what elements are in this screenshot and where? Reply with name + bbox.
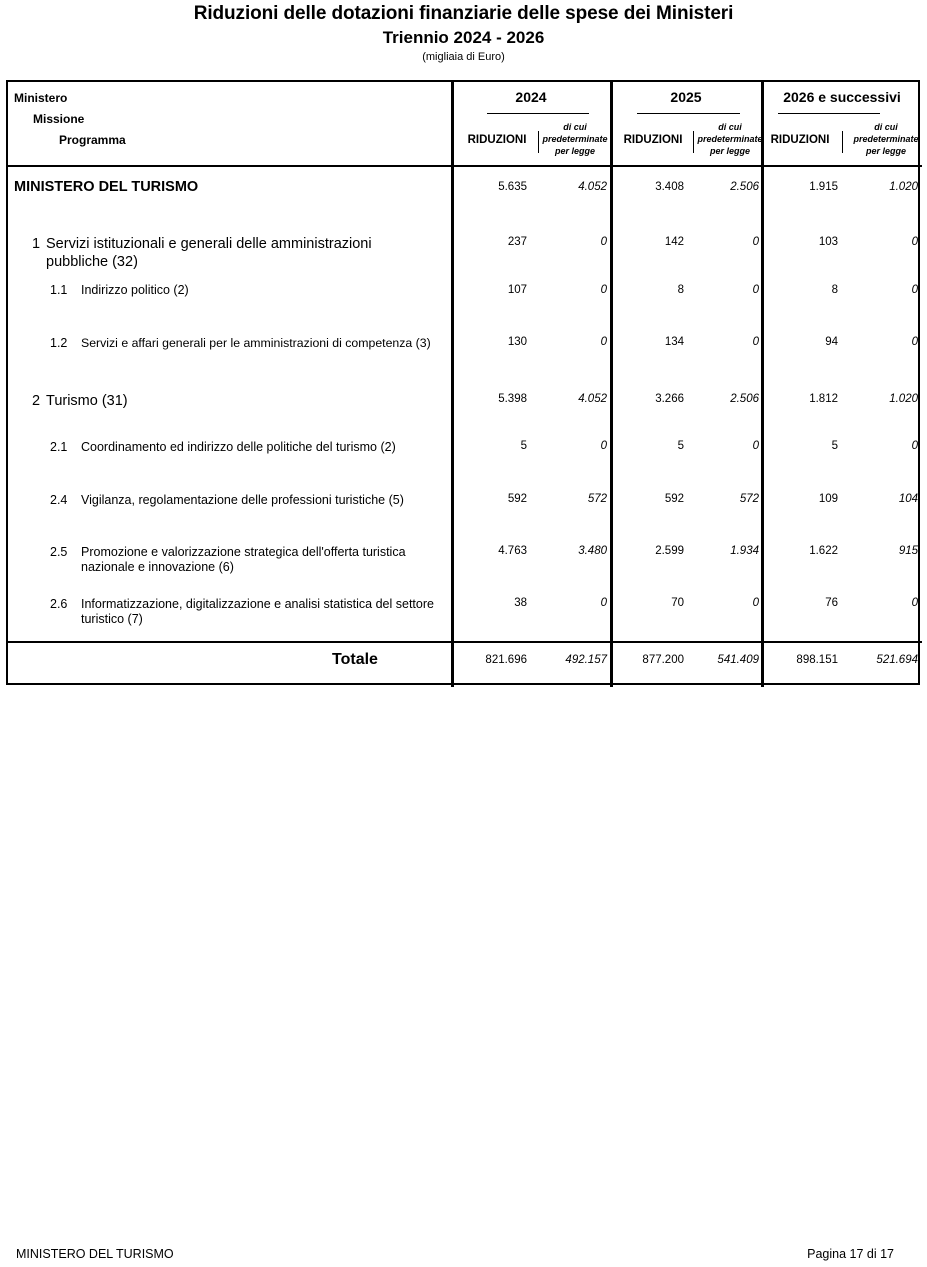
cell-program-2-4-dicui-2025: 572 (739, 493, 759, 505)
footer-ministry: MINISTERO DEL TURISMO (16, 1247, 174, 1261)
cell-program-2-5-riduzioni-2026: 1.622 (809, 545, 838, 557)
cell-mission-2-dicui-2024: 4.052 (578, 393, 607, 405)
cell-program-2-6-dicui-2025: 0 (752, 597, 759, 609)
dicui-line2: predeterminate (542, 134, 608, 144)
dicui-line3: per legge (709, 146, 750, 156)
cell-program-2-5-dicui-2024: 3.480 (578, 545, 607, 557)
cell-mission-2-dicui-2026: 1.020 (889, 393, 918, 405)
dicui-line3: per legge (554, 146, 595, 156)
cell-program-2-4-riduzioni-2025: 592 (664, 493, 684, 505)
cell-program-1-1-dicui-2025: 0 (752, 284, 759, 296)
cell-program-1-2-dicui-2024: 0 (600, 336, 607, 348)
cell-program-1-1-riduzioni-2025: 8 (677, 284, 684, 296)
header-ministero: Ministero (14, 91, 68, 105)
total-separator (6, 641, 922, 643)
column-divider (451, 80, 454, 687)
header-year-2024: 2024 (515, 89, 547, 105)
cell-program-2-1-dicui-2025: 0 (752, 440, 759, 452)
cell-program-2-6-riduzioni-2026: 76 (825, 597, 838, 609)
cell-program-2-6-riduzioni-2025: 70 (671, 597, 684, 609)
cell-program-2-1-riduzioni-2025: 5 (677, 440, 684, 452)
cell-mission-2-riduzioni-2024: 5.398 (498, 393, 527, 405)
cell-ministry-riduzioni-2026: 1.915 (809, 181, 838, 193)
cell-program-1-2-riduzioni-2024: 130 (507, 336, 527, 348)
header-riduzioni-2024: RIDUZIONI (467, 134, 527, 146)
cell-total-dicui-2025: 541.409 (717, 654, 759, 666)
header-year-2025: 2025 (670, 89, 702, 105)
cell-program-1-2-dicui-2025: 0 (752, 336, 759, 348)
cell-ministry-riduzioni-2025: 3.408 (655, 181, 684, 193)
header-tick (842, 131, 843, 153)
row-label-ministry: MINISTERO DEL TURISMO (14, 179, 199, 195)
cell-total-dicui-2026: 521.694 (876, 654, 918, 666)
cell-total-riduzioni-2025: 877.200 (642, 654, 684, 666)
cell-mission-1-dicui-2026: 0 (911, 236, 918, 248)
header-tick (693, 131, 694, 153)
dicui-line1: di cui (874, 122, 898, 132)
cell-program-2-4-riduzioni-2024: 592 (507, 493, 527, 505)
cell-program-2-6-dicui-2024: 0 (600, 597, 607, 609)
dicui-line1: di cui (718, 122, 742, 132)
cell-program-2-6-riduzioni-2024: 38 (514, 597, 527, 609)
cell-program-1-2-riduzioni-2025: 134 (664, 336, 684, 348)
header-dicui-2025 (695, 121, 765, 157)
row-label-mission: Servizi istituzionali e generali delle amministrazioni pubbliche (32) (46, 236, 372, 270)
header-year-2026: 2026 e successivi (783, 89, 901, 105)
year-rule (778, 113, 880, 114)
cell-total-riduzioni-2024: 821.696 (485, 654, 527, 666)
cell-program-1-2-riduzioni-2026: 94 (825, 336, 838, 348)
total-label: Totale (332, 651, 378, 668)
table-frame (6, 80, 920, 685)
year-rule (637, 113, 740, 114)
row-label-program: Promozione e valorizzazione strategica dell'offerta turistica nazionale e innovazione (6) (81, 545, 406, 574)
page-title: Riduzioni delle dotazioni finanziarie delle spese dei Ministeri (193, 3, 734, 24)
cell-program-2-1-dicui-2024: 0 (600, 440, 607, 452)
cell-mission-1-riduzioni-2026: 103 (818, 236, 838, 248)
cell-total-riduzioni-2026: 898.151 (796, 654, 838, 666)
cell-mission-1-dicui-2024: 0 (600, 236, 607, 248)
cell-mission-1-riduzioni-2025: 142 (664, 236, 684, 248)
cell-program-2-4-dicui-2026: 104 (898, 493, 918, 505)
header-programma: Programma (59, 133, 126, 147)
cell-mission-2-dicui-2025: 2.506 (730, 393, 759, 405)
cell-program-1-1-dicui-2024: 0 (600, 284, 607, 296)
cell-ministry-dicui-2026: 1.020 (889, 181, 918, 193)
cell-program-2-6-dicui-2026: 0 (911, 597, 918, 609)
cell-program-1-1-dicui-2026: 0 (911, 284, 918, 296)
cell-program-2-4-dicui-2024: 572 (587, 493, 607, 505)
row-label-program: Coordinamento ed indirizzo delle politiche del turismo (2) (81, 440, 396, 454)
cell-program-2-5-dicui-2025: 1.934 (730, 545, 759, 557)
column-divider (610, 80, 613, 687)
dicui-line3: per legge (865, 146, 906, 156)
cell-mission-2-riduzioni-2026: 1.812 (809, 393, 838, 405)
row-label-program: Vigilanza, regolamentazione delle professioni turistiche (5) (81, 493, 404, 507)
cell-program-1-1-riduzioni-2026: 8 (831, 284, 838, 296)
header-separator (6, 165, 922, 167)
cell-ministry-riduzioni-2024: 5.635 (498, 181, 527, 193)
cell-program-2-1-dicui-2026: 0 (911, 440, 918, 452)
cell-program-2-1-riduzioni-2026: 5 (831, 440, 838, 452)
cell-program-1-1-riduzioni-2024: 107 (507, 284, 527, 296)
footer-page-number: Pagina 17 di 17 (807, 1247, 894, 1261)
dicui-line2: predeterminate (853, 134, 919, 144)
cell-total-dicui-2024: 492.157 (565, 654, 607, 666)
header-dicui-2024 (540, 121, 610, 157)
header-riduzioni-2026: RIDUZIONI (770, 134, 830, 146)
row-code-program: 2.4 (50, 493, 68, 507)
header-tick (538, 131, 539, 153)
row-label-program: Informatizzazione, digitalizzazione e analisi statistica del settore turistico (7) (81, 597, 434, 626)
dicui-line1: di cui (563, 122, 587, 132)
row-code-program: 2.5 (50, 545, 68, 559)
row-code-program: 2.6 (50, 597, 68, 611)
row-label-program: Servizi e affari generali per le amministrazioni di competenza (3) (81, 336, 431, 350)
row-code-program: 2.1 (50, 440, 68, 454)
cell-ministry-dicui-2025: 2.506 (730, 181, 759, 193)
cell-mission-2-riduzioni-2025: 3.266 (655, 393, 684, 405)
row-code-program: 1.1 (50, 283, 68, 297)
cell-program-2-5-dicui-2026: 915 (898, 545, 918, 557)
row-label-mission: Turismo (31) (46, 393, 128, 409)
row-label-program: Indirizzo politico (2) (81, 283, 189, 297)
cell-program-2-4-riduzioni-2026: 109 (818, 493, 838, 505)
column-divider (761, 80, 764, 687)
header-riduzioni-2025: RIDUZIONI (623, 134, 683, 146)
cell-program-2-5-riduzioni-2025: 2.599 (655, 545, 684, 557)
cell-program-2-1-riduzioni-2024: 5 (520, 440, 527, 452)
cell-program-1-2-dicui-2026: 0 (911, 336, 918, 348)
cell-mission-1-riduzioni-2024: 237 (507, 236, 527, 248)
row-code-program: 1.2 (50, 336, 68, 350)
cell-program-2-5-riduzioni-2024: 4.763 (498, 545, 527, 557)
unit-note: (migliaia di Euro) (422, 51, 505, 63)
year-rule (487, 113, 589, 114)
dicui-line2: predeterminate (697, 134, 763, 144)
page-subtitle: Triennio 2024 - 2026 (382, 28, 545, 47)
header-missione: Missione (33, 112, 85, 126)
cell-mission-1-dicui-2025: 0 (752, 236, 759, 248)
header-dicui-2026 (851, 121, 921, 157)
cell-ministry-dicui-2024: 4.052 (578, 181, 607, 193)
row-code-mission: 1 (32, 236, 41, 252)
row-code-mission: 2 (32, 393, 41, 409)
